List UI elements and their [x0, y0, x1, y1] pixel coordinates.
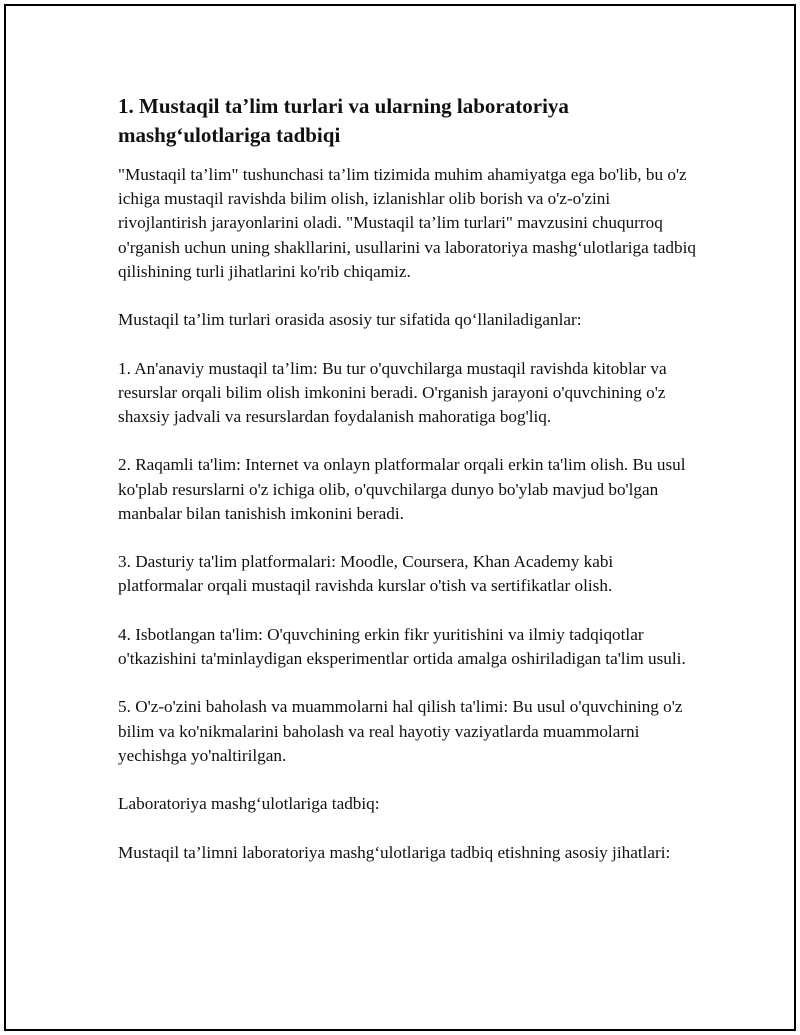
list-item-traditional: 1. An'anaviy mustaqil ta’lim: Bu tur o'quvchilarga mustaqil ravishda kitoblar va resurslar orqali bilim olish imkonini beradi. O'rganish jarayoni o'quvchining o'z shaxsiy jadvali va resurslardan foydalanish mahoratiga bog'liq. [118, 358, 667, 426]
document-body [118, 92, 698, 889]
list-item-evidence-based: 4. Isbotlangan ta'lim: O'quvchining erkin fikr yuritishini va ilmiy tadqiqotlar o'tkazishini ta'minlaydigan eksperimentlar ortida amalga oshiriladigan ta'lim usuli. [118, 624, 686, 668]
lab-heading-paragraph: Laboratoriya mashg‘ulotlariga tadbiq: [118, 794, 380, 814]
list-item-platforms: 3. Dasturiy ta'lim platformalari: Moodle, Coursera, Khan Academy kabi platformalar orqali mustaqil ravishda kurslar o'tish va sertifikatlar olish. [118, 552, 614, 596]
section-title: 1. Mustaqil ta’lim turlari va ularning laboratoriya mashg‘ulotlariga tadbiqi [118, 94, 569, 147]
list-item-self-assessment: 5. O'z-o'zini baholash va muammolarni hal qilish ta'limi: Bu usul o'quvchining o'z bilim va ko'nikmalarini baholash va real hayotiy vaziyatlarda muammolarni yechishga yo'naltirilgan. [118, 697, 683, 765]
list-item-digital: 2. Raqamli ta'lim: Internet va onlayn platformalar orqali erkin ta'lim olish. Bu usul ko'plab resurslarni o'z ichiga olib, o'quvchilarga dunyo bo'ylab mavjud bo'lgan manbalar bilan tanishish imkonini beradi. [118, 455, 686, 523]
intro-paragraph: "Mustaqil ta’lim" tushunchasi ta’lim tizimida muhim ahamiyatga ega bo'lib, bu o'z ichiga mustaqil ravishda bilim olish, izlanishlar olib borish va o'z-o'zini rivojlantirish jarayonlarini oladi. "Mustaqil ta’lim turlari" mavzusini chuqurroq o'rganish uchun uning shakllarini, usullarini va laboratoriya mashg‘ulotlariga tadbiq qilishining turli jihatlarini ko'rib chiqamiz. [118, 165, 696, 281]
types-intro-paragraph: Mustaqil ta’lim turlari orasida asosiy tur sifatida qo‘llaniladiganlar: [118, 310, 582, 330]
lab-aspects-paragraph: Mustaqil ta’limni laboratoriya mashg‘ulotlariga tadbiq etishning asosiy jihatlari: [118, 842, 671, 862]
